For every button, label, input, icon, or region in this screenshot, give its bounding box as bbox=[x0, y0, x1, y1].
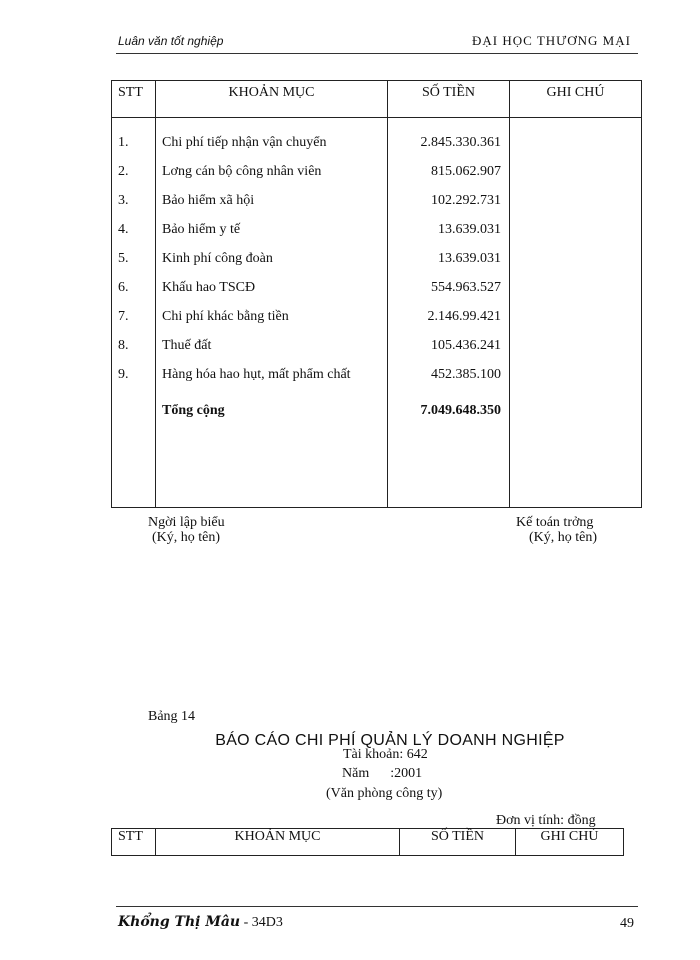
col-header-item: KHOẢN MỤC bbox=[156, 829, 400, 856]
row-note bbox=[510, 244, 642, 273]
signature-left bbox=[148, 515, 225, 545]
row-item: Lơng cán bộ công nhân viên bbox=[156, 157, 388, 186]
row-amount: 102.292.731 bbox=[388, 186, 510, 215]
spacer-row bbox=[112, 118, 642, 129]
table-row bbox=[112, 331, 642, 360]
row-note bbox=[510, 273, 642, 302]
row-stt: 7. bbox=[112, 302, 156, 331]
col-header-item: KHOẢN MỤC bbox=[156, 81, 388, 118]
col-header-note: GHI CHÚ bbox=[516, 829, 624, 856]
row-stt: 6. bbox=[112, 273, 156, 302]
table-row bbox=[112, 128, 642, 157]
row-amount: 105.436.241 bbox=[388, 331, 510, 360]
author-name: Khổng Thị Mâu bbox=[118, 914, 241, 930]
row-note bbox=[510, 157, 642, 186]
row-amount: 2.146.99.421 bbox=[388, 302, 510, 331]
table-row bbox=[112, 302, 642, 331]
col-header-amount: SỐ TIỀN bbox=[388, 81, 510, 118]
row-item: Kinh phí công đoàn bbox=[156, 244, 388, 273]
row-item: Chi phí khác bằng tiền bbox=[156, 302, 388, 331]
row-stt: 5. bbox=[112, 244, 156, 273]
table-header-row bbox=[112, 829, 624, 856]
row-item: Khấu hao TSCĐ bbox=[156, 273, 388, 302]
report-title: BÁO CÁO CHI PHÍ QUẢN LÝ DOANH NGHIỆP bbox=[215, 732, 565, 749]
row-note bbox=[510, 302, 642, 331]
unit-line: Đơn vị tính: đồng bbox=[496, 813, 596, 828]
row-amount: 554.963.527 bbox=[388, 273, 510, 302]
page-number: 49 bbox=[620, 916, 634, 931]
row-note bbox=[510, 331, 642, 360]
row-item: Bảo hiểm xã hội bbox=[156, 186, 388, 215]
row-note bbox=[510, 360, 642, 389]
table-header-row bbox=[112, 81, 642, 118]
row-item: Thuế đất bbox=[156, 331, 388, 360]
table-row bbox=[112, 186, 642, 215]
header-right-text: ĐẠI HỌC THƯƠNG MẠI bbox=[472, 33, 631, 48]
footer-author bbox=[118, 914, 283, 931]
row-item: Bảo hiểm y tế bbox=[156, 215, 388, 244]
row-amount: 13.639.031 bbox=[388, 244, 510, 273]
signature-left-title: Ngời lập biểu bbox=[148, 515, 225, 530]
col-header-note: GHI CHÚ bbox=[510, 81, 642, 118]
signature-right-sub: (Ký, họ tên) bbox=[529, 530, 598, 545]
row-note bbox=[510, 128, 642, 157]
row-note bbox=[510, 215, 642, 244]
signature-right-title: Kế toán trởng bbox=[516, 515, 594, 530]
table-row bbox=[112, 244, 642, 273]
row-stt: 3. bbox=[112, 186, 156, 215]
total-row bbox=[112, 389, 642, 433]
col-header-stt: STT bbox=[112, 829, 156, 856]
row-stt: 4. bbox=[112, 215, 156, 244]
row-item: Hàng hóa hao hụt, mất phẩm chất bbox=[156, 360, 388, 389]
signature-right bbox=[516, 515, 597, 545]
expense-table-2 bbox=[111, 828, 624, 856]
col-header-stt: STT bbox=[112, 81, 156, 118]
total-amount: 7.049.648.350 bbox=[388, 389, 510, 433]
table-row bbox=[112, 360, 642, 389]
row-stt: 9. bbox=[112, 360, 156, 389]
col-header-amount: SỐ TIỀN bbox=[400, 829, 516, 856]
table-row bbox=[112, 157, 642, 186]
row-amount: 452.385.100 bbox=[388, 360, 510, 389]
expense-table bbox=[111, 80, 642, 508]
row-amount: 13.639.031 bbox=[388, 215, 510, 244]
row-amount: 815.062.907 bbox=[388, 157, 510, 186]
header-left-text: Luân văn tốt nghiệp bbox=[118, 34, 224, 48]
year-line: Năm :2001 bbox=[342, 766, 423, 781]
empty-row bbox=[112, 433, 642, 508]
office-line: (Văn phòng công ty) bbox=[326, 786, 443, 801]
footer-rule bbox=[116, 906, 638, 907]
account-line: Tài khoản: 642 bbox=[343, 747, 428, 762]
table-caption: Bảng 14 bbox=[148, 709, 196, 724]
row-stt: 2. bbox=[112, 157, 156, 186]
row-stt: 1. bbox=[112, 128, 156, 157]
header-rule bbox=[116, 53, 638, 54]
signature-left-sub: (Ký, họ tên) bbox=[152, 530, 221, 545]
row-stt: 8. bbox=[112, 331, 156, 360]
total-label: Tổng cộng bbox=[156, 389, 388, 433]
table-row bbox=[112, 273, 642, 302]
row-amount: 2.845.330.361 bbox=[388, 128, 510, 157]
row-item: Chi phí tiếp nhận vận chuyển bbox=[156, 128, 388, 157]
row-note bbox=[510, 186, 642, 215]
table-row bbox=[112, 215, 642, 244]
author-class: - 34D3 bbox=[240, 915, 283, 930]
